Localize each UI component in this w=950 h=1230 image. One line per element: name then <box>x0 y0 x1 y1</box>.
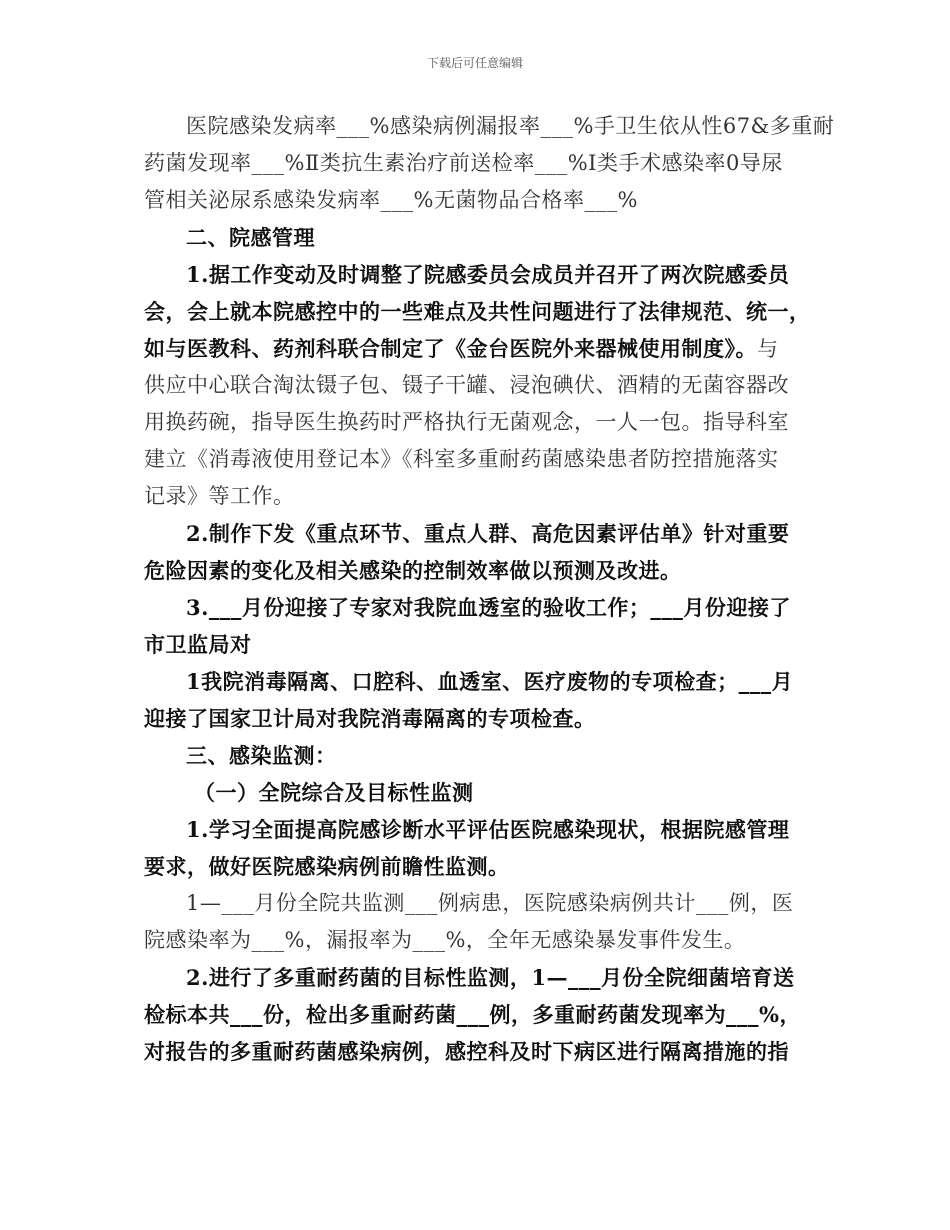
text-line: 院感染率为___%，漏报率为___%，全年无感染暴发事件发生。 <box>144 928 746 952</box>
text-line: 1.学习全面提高院感诊断水平评估医院感染现状，根据院感管理 <box>186 817 790 842</box>
page-header: 下载后可任意编辑 <box>426 56 523 70</box>
text-line: 检标本共___份，检出多重耐药菌___例，多重耐药菌发现率为___%， <box>144 1002 801 1027</box>
text-line: 记录》等工作。 <box>144 484 295 508</box>
text-line: 用换药碗，指导医生换药时严格执行无菌观念，一人一包。指导科室 <box>144 410 789 434</box>
text-line: 要求，做好医院感染病例前瞻性监测。 <box>144 854 510 879</box>
text-line: 药菌发现率___%Ⅱ类抗生素治疗前送检率___%Ⅰ类手术感染率0导尿 <box>144 151 783 175</box>
text-line: 迎接了国家卫计局对我院消毒隔离的专项检查。 <box>144 706 596 731</box>
text-line <box>144 330 814 367</box>
text-line: 1—___月份全院共监测___例病患，医院感染病例共计___例，医 <box>186 891 794 915</box>
text-line: 管相关泌尿系感染发病率___%无菌物品合格率___% <box>144 188 638 212</box>
text-line: 会，会上就本院感控中的一些难点及共性问题进行了法律规范、统一， <box>144 299 811 324</box>
text-line-bold-part: 如与医教科、药剂科联合制定了《金台医院外来器械使用制度》。 <box>144 336 757 361</box>
text-line: 市卫监局对 <box>144 632 252 657</box>
text-line: 3.___月份迎接了专家对我院血透室的验收工作；___月份迎接了 <box>186 595 791 620</box>
text-line: 医院感染发病率___%感染病例漏报率___%手卫生依从性67&多重耐 <box>186 114 835 138</box>
text-line: 建立《消毒液使用登记本》《科室多重耐药菌感染患者防控措施落实 <box>144 447 779 471</box>
text-line: 供应中心联合淘汰镊子包、镊子干罐、浸泡碘伏、酒精的无菌容器改 <box>144 373 789 397</box>
text-line: 对报告的多重耐药菌感染病例，感控科及时下病区进行隔离措施的指 <box>144 1039 789 1064</box>
text-line: 2.进行了多重耐药菌的目标性监测，1—___月份全院细菌培育送 <box>186 965 795 990</box>
text-line: 危险因素的变化及相关感染的控制效率做以预测及改进。 <box>144 558 682 583</box>
text-line-normal-part: 与 <box>757 337 779 361</box>
text-line: 1我院消毒隔离、口腔科、血透室、医疗废物的专项检查；___月 <box>186 669 794 694</box>
text-line: 2.制作下发《重点环节、重点人群、高危因素评估单》针对重要 <box>186 521 790 546</box>
text-line: 1.据工作变动及时调整了院感委员会成员并召开了两次院感委员 <box>186 262 790 287</box>
text-line: 三、感染监测： <box>186 743 337 768</box>
text-line: （一）全院综合及目标性监测 <box>194 780 474 805</box>
document-body <box>144 108 835 1070</box>
text-line: 二、院感管理 <box>186 225 315 250</box>
